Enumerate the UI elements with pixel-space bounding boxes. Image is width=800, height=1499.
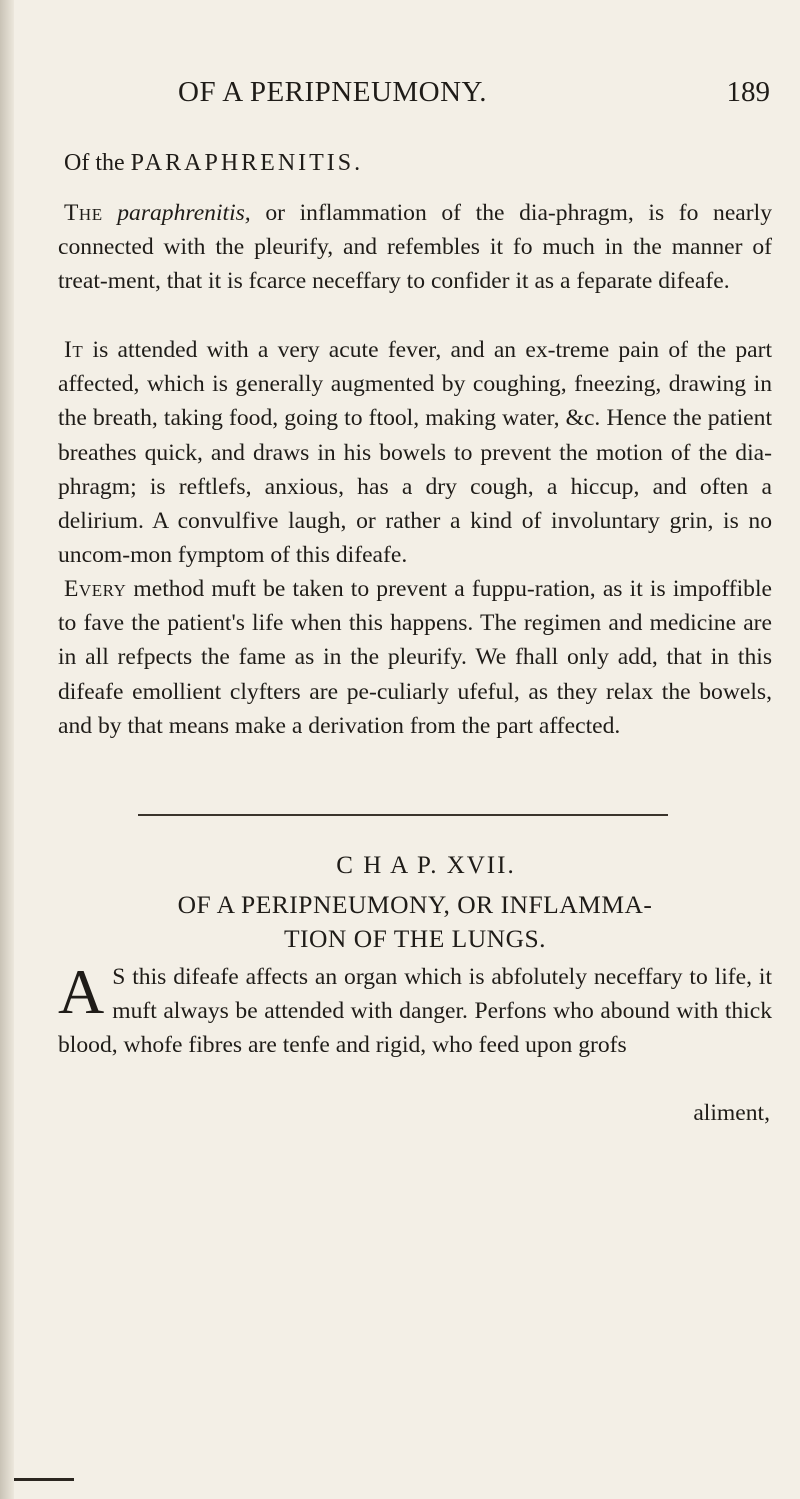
chapter-title-line-2: TION OF THE LUNGS. [283, 924, 547, 953]
chapter-opening-text: S this difeafe affects an organ which is abfolutely neceffary to life, it muft always be attended with danger. Perfons who abound with thick blood, whofe fibres are tenfe and rigid, who feed upon grofs [58, 964, 772, 1059]
running-head [58, 76, 778, 116]
paragraph-1-italic: paraphrenitis, [117, 200, 251, 226]
paragraph-3 [58, 572, 772, 743]
section-heading-title: PARAPHRENITIS. [130, 150, 364, 176]
paragraph-3-text: method muft be taken to prevent a fuppu-ration, as it is impoffible to fave the patient's life when this happens. The regimen and medicine are in all refpects the fame as in the pleurify. We fhall only add, that in this difeafe emollient clyfters are pe-culiarly ufeful, as they relax the bowels, and by that means make a derivation from the part affected. [58, 576, 772, 739]
paragraph-2-lead: It [64, 337, 84, 363]
running-head-title: OF A PERIPNEUMONY. [178, 76, 488, 108]
drop-cap: A [58, 956, 105, 1027]
chapter-opening-paragraph [58, 956, 772, 1063]
bottom-edge-mark [14, 1478, 74, 1481]
paragraph-1 [58, 196, 772, 299]
catchword: aliment, [693, 1100, 770, 1126]
paragraph-3-lead: Every [64, 576, 127, 602]
chapter-title-line-1: OF A PERIPNEUMONY, OR INFLAMMA- [177, 890, 653, 919]
chapter-title [58, 888, 772, 956]
section-heading-prefix: Of the [64, 150, 125, 176]
section-heading [64, 150, 778, 177]
paragraph-1-lead: The [64, 200, 103, 226]
page-edge-shadow [0, 0, 14, 1499]
section-divider [138, 814, 668, 816]
paragraph-2 [58, 333, 772, 572]
chapter-number: C H A P. XVII. [336, 852, 516, 879]
page-number: 189 [726, 76, 770, 108]
paragraph-1-text: or inflammation of the dia-phragm, is fo nearly connected with the pleurify, and refembles it fo much in the manner of treat-ment, that it is fcarce neceffary to confider it as a feparate difeafe. [58, 200, 772, 295]
paragraph-2-text: is attended with a very acute fever, and an ex-treme pain of the part affected, which is generally augmented by coughing, fneezing, drawing in the breath, taking food, going to ftool, making water, &c. Hence the patient breathes quick, and draws in his bowels to prevent the motion of the dia-phragm; is reftlefs, anxious, has a dry cough, a hiccup, and often a delirium. A convulfive laugh, or rather a kind of involuntary grin, is no uncom-mon fymptom of this difeafe. [58, 337, 772, 569]
